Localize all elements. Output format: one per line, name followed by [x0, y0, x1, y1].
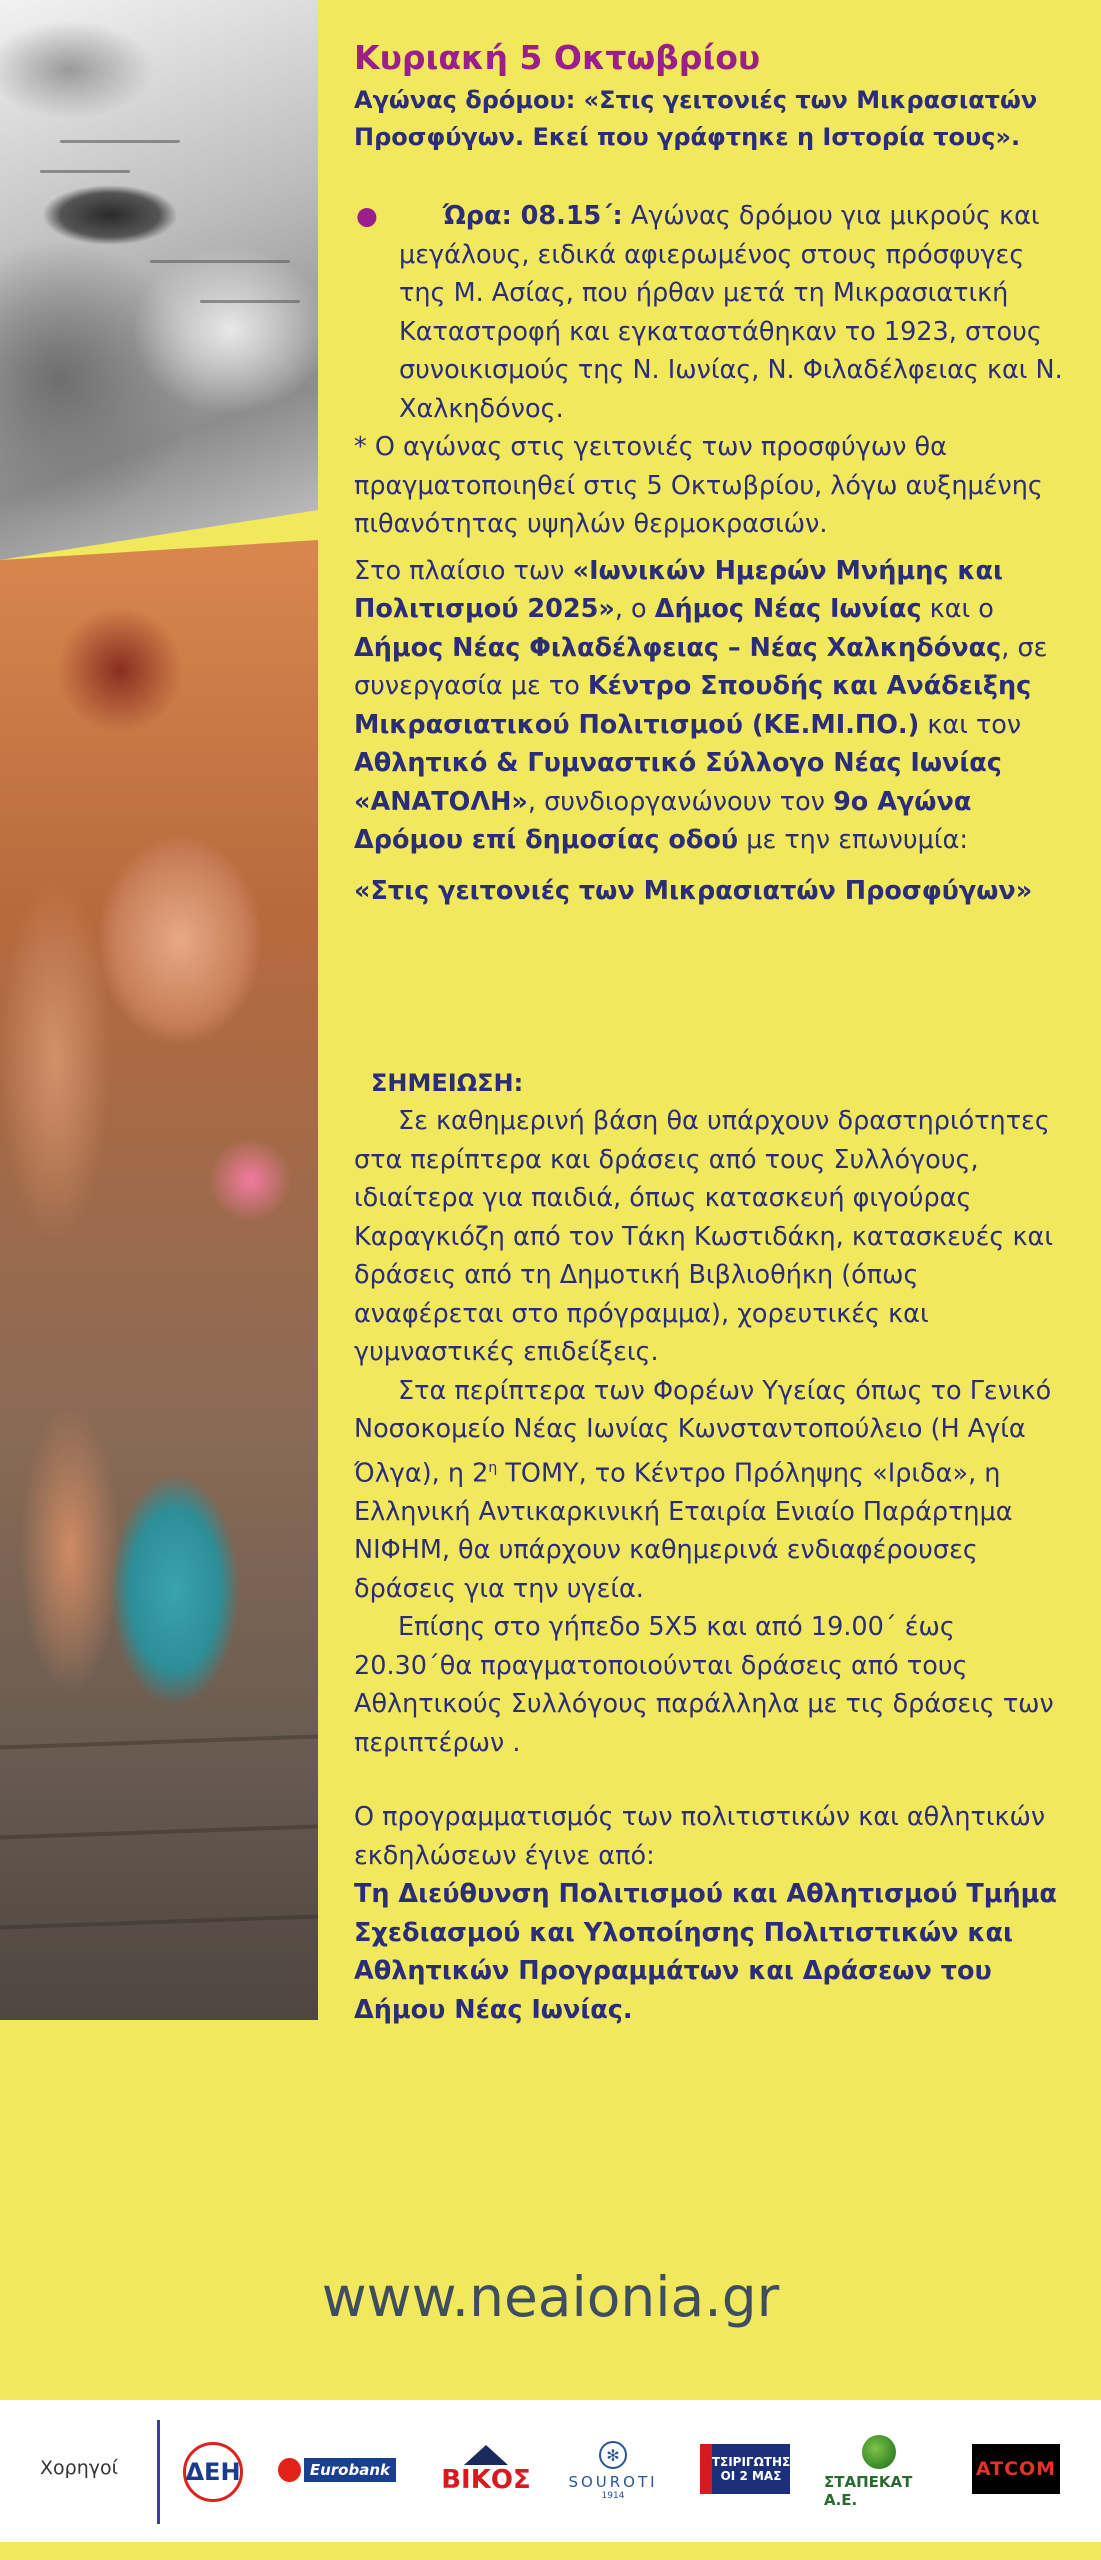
sponsors-label: Χορηγοί — [40, 2457, 119, 2479]
credits-department: Τη Διεύθυνση Πολιτισμού και Αθλητισμού Τμήμα Σχεδιασμού και Υλοποίησης Πολιτιστικών και Αθλητικών Προγραμμάτων και Δράσεων του Δήμου Νέας Ιωνίας. — [354, 1879, 1057, 2025]
bullet-icon: ● — [356, 201, 378, 230]
note-heading: ΣΗΜΕΙΩΣΗ: — [371, 1069, 524, 1097]
vikos-logo: ΒΙΚΟΣ — [436, 2442, 536, 2498]
race-subtitle: Αγώνας δρόμου: «Στις γειτονιές των Μικρασιατών Προσφύγων. Εκεί που γράφτηκε η Ιστορία τους». — [354, 86, 1038, 151]
stapekat-logo: ΣΤΑΠΕΚΑΤ Α.Ε. — [824, 2430, 934, 2514]
sponsors-bar — [0, 2400, 1101, 2542]
event-content — [354, 34, 1074, 2029]
tsirigotis-logo: ΤΣΙΡΙΓΩΤΗΣ ΟΙ 2 ΜΑΣ — [700, 2444, 790, 2494]
race-time: Ώρα: 08.15΄: — [443, 201, 623, 231]
runners-photo — [0, 540, 318, 2020]
race-date-note: * Ο αγώνας στις γειτονιές των προσφύγων θα πραγματοποιηθεί στις 5 Οκτωβρίου, λόγω αυξημένης πιθανότητας υψηλών θερμοκρασιών. — [354, 432, 1043, 539]
deh-logo: ΔΕΗ — [183, 2442, 243, 2502]
stapekat-leaf-icon — [862, 2435, 896, 2469]
souroti-seal-icon: ✻ — [599, 2441, 627, 2469]
atcom-logo: ATCOM — [972, 2444, 1060, 2494]
website-url[interactable]: www.neaionia.gr — [321, 2265, 780, 2329]
souroti-logo: ✻ SOUROTI 1914 — [558, 2436, 668, 2506]
intro-paragraph: Στο πλαίσιο των «Ιωνικών Ημερών Μνήμης και Πολιτισμού 2025», ο Δήμος Νέας Ιωνίας και ο Δήμος Νέας Φιλαδέλφειας – Νέας Χαλκηδόνας, σε συνεργασία με το Κέντρο Σπουδής και Ανάδειξης Μικρασιατικού Πολιτισμού (ΚΕ.ΜΙ.ΠΟ.) και τον Αθλητικό & Γυμναστικό Σύλλογο Νέας Ιωνίας «ΑΝΑΤΟΛΗ», συνδιοργανώνουν τον 9ο Αγώνα Δρόμου επί δημοσίας οδού με την επωνυμία: — [354, 555, 1048, 855]
race-schedule-item — [354, 197, 1074, 428]
note-paragraph-3: Επίσης στο γήπεδο 5Χ5 και από 19.00΄ έως 20.30΄θα πραγματοποιούνται δράσεις από τους Αθλητικούς Συλλόγους παράλληλα με τις δράσεις των περιπτέρων . — [354, 1612, 1054, 1758]
eurobank-ring-icon — [278, 2458, 301, 2482]
photo-collage — [0, 0, 318, 2020]
note-paragraph-2: Στα περίπτερα των Φορέων Υγείας όπως το Γενικό Νοσοκομείο Νέας Ιωνίας Κωνσταντοπούλειο (Η Αγία Όλγα), η $2^\eta$ ΤΟΜΥ, το Κέντρο Πρόληψης «Ιριδα», η Ελληνική Αντικαρκινική Εταιρία Ενιαίο Παράρτημα ΝΙΦΗΜ, θα υπάρχουν καθημερινά ενδιαφέρουσες δράσεις για την υγεία. — [354, 1375, 1052, 1604]
note-paragraph-1: Σε καθημερινή βάση θα υπάρχουν δραστηριότητες στα περίπτερα και δράσεις από τους Συλλόγους, ιδιαίτερα για παιδιά, όπως κατασκευή φιγούρας Καραγκιόζη από τον Τάκη Κωστιδάκη, κατασκευές και δράσεις από τη Δημοτική Βιβλιοθήκη (όπως αναφέρεται στο πρόγραμμα), χορευτικές και γυμναστικές επιδείξεις. — [354, 1106, 1053, 1367]
event-date-title: Κυριακή 5 Οκτωβρίου — [354, 38, 761, 77]
race-schedule-text — [399, 197, 1074, 428]
eurobank-logo: Eurobank — [278, 2452, 396, 2488]
mountain-icon — [464, 2445, 508, 2465]
race-description: Αγώνας δρόμου για μικρούς και μεγάλους, ειδικά αφιερωμένος στους πρόσφυγες της Μ. Ασίας, που ήρθαν μετά τη Μικρασιατική Καταστροφή και εγκαταστάθηκαν το 1923, στους συνοικισμούς της Ν. Ιωνίας, Ν. Φιλαδέλφειας και Ν. Χαλκηδόνος. — [399, 201, 1063, 424]
sponsors-divider — [157, 2420, 160, 2524]
elderly-man-photo — [0, 0, 318, 600]
credits-text: Ο προγραμματισμός των πολιτιστικών και αθλητικών εκδηλώσεων έγινε από: — [354, 1802, 1046, 1871]
race-name: «Στις γειτονιές των Μικρασιατών Προσφύγων» — [354, 875, 1033, 906]
